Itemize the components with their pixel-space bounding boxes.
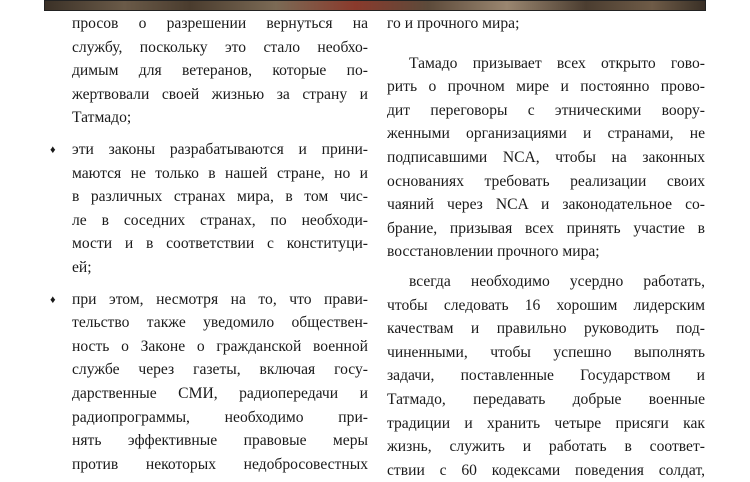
right-column [387,12,705,482]
text-line: просов о разрешении вернуться на [72,15,368,32]
text-line: го и прочного мира; [387,15,520,32]
text-line: жертвовали своей жизнью за страну и [72,85,368,103]
text-line: тельство также уведомило обществен- [72,314,368,332]
text-line: традиции и хранить четыре присяги как [387,414,705,432]
text-line: эти законы разрабатываются и прини- [72,140,368,158]
text-line: подписавшими NCA, чтобы на законных [387,148,705,166]
text-line: службе через газеты, включая госу- [72,361,368,379]
text-line: ей; [72,258,92,276]
left-column [50,12,368,476]
text-line: ность о Законе о гражданской военной [72,337,368,355]
text-line: Татмадо, передавать добрые военные [387,390,705,408]
text-line: дит переговоры с этническими воору- [387,101,705,119]
text-line: маются не только в нашей стране, но и [72,164,368,182]
text-line: задачи, поставленные Государством и [387,367,705,385]
text-line: в различных странах мира, в том чис- [72,188,368,206]
text-line: димым для ветеранов, которые по- [72,62,368,80]
bullet-item [50,288,368,477]
text-line: чтобы следовать 16 хорошим лидерским [387,296,705,314]
text-line: при этом, несмотря на то, что прави- [72,290,368,308]
text-line: женными организациями и странами, не [387,125,705,143]
diamond-bullet-icon: ♦ [50,143,56,156]
text-line: службу, поскольку это стало необхо- [72,38,368,56]
text-line: брание, призывая всех принять участие в [387,219,705,237]
text-line: радиопрограммы, необходимо при- [72,408,368,426]
paragraph [387,270,705,482]
text-line: Тамадо призывает всех открыто гово- [409,54,705,72]
text-line: чаяний через NCA и законодательное со- [387,196,705,214]
paragraph [387,52,705,264]
left-continuation [50,12,368,130]
text-line: ле в соседних странах, по необходи- [72,211,368,229]
text-line: жизнь, служить и работать в соответ- [387,438,705,456]
text-line: рить о прочном мире и постоянно прово- [387,78,705,96]
text-line: восстановлении прочного мира; [387,243,600,261]
bullet-item [50,138,368,280]
text-line: мости и в соответствии с конституци- [72,235,368,253]
text-line: Татмадо; [72,109,132,127]
text-line: чиненными, чтобы успешно выполнять [387,343,705,361]
text-line: основаниях требовать реализации своих [387,172,705,190]
text-line: против некоторых недобросовестных [72,455,368,473]
text-line: дарственные СМИ, радиопередачи и [72,384,368,402]
text-line: качествам и правильно руководить под- [387,320,705,338]
header-photo [44,0,706,11]
text-line: нять эффективные правовые меры [72,432,368,450]
text-line: ствии с 60 кодексами поведения солдат, [387,461,705,479]
right-continuation [387,12,705,36]
text-line: всегда необходимо усердно работать, [409,272,705,290]
diamond-bullet-icon: ♦ [50,293,56,306]
